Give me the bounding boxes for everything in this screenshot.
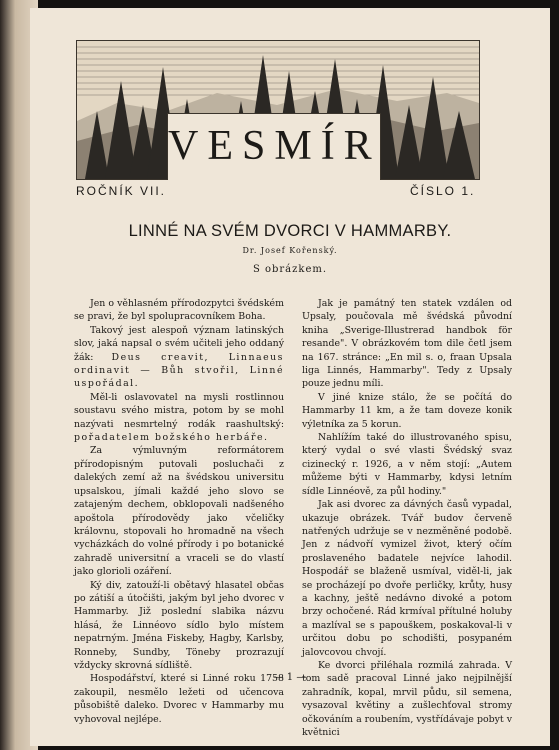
- article-subtitle: S obrázkem.: [252, 264, 328, 275]
- paragraph: Ke dvorci přiléhala rozmilá zahrada. V tom sadě pracoval Linné jako nejpilnější zahradník, kopal, mrvil půdu, sil semena, vysazoval květiny a zušlechťoval stromy očkováním a roubením, vystřídávaje pobyt v květnici: [302, 659, 512, 738]
- epithet: pořadatelem božského herbáře.: [74, 432, 269, 444]
- article-headline: LINNÉ NA SVÉM DVORCI V HAMMARBY.: [128, 222, 452, 240]
- article-author: Dr. Josef Kořenský.: [242, 246, 338, 255]
- journal-title: VESMÍR: [168, 123, 381, 169]
- paragraph-text: Měl-li oslavovatel na mysli rostlinnou soustavu svého mistra, potom by se mohl nazývati nesmrtelný rodák raashultský:: [74, 391, 284, 430]
- paragraph: Hospodářství, které si Linné roku 1758 zakoupil, nesmělo ležeti od učencova působiště daleko. Dvorec v Hammarby mu vyhovoval nejlépe.: [74, 673, 284, 725]
- journal-page: [30, 8, 550, 746]
- paragraph-text: Takový jest alespoň význam latinských slov, jaká napsal o svém učiteli jeho oddaný žák:: [74, 324, 284, 363]
- paragraph: Jen o věhlasném přírodozpytci švédském se pravi, že byl spolupracovníkem Boha.: [74, 298, 284, 323]
- paragraph: Jak asi dvorec za dávných časů vypadal, ukazuje obrázek. Tvář budov červeně natřených udržuje se v nezměněné podobě. Jen z nádvoří vymizel život, který očím proslaveného badatele nejvíce lahodil. Hospodář se blaženě usmíval, viděl-li, jak se procházejí po dvoře perličky, krůty, husy a kachny, ještě nedávno divoké a potom brzy ochočené. Rád krmíval přítulné holuby a mazlíval se s papouškem, poskakoval-li v určitou dobu po schodišti, posypaném jalovcovou chvojí.: [302, 499, 512, 658]
- paragraph: V jiné knize stálo, že se počítá do Hammarby 11 km, a že tam doveze konik výletníka za 5 korun.: [302, 391, 512, 430]
- paragraph: Jak je památný ten statek vzdálen od Upsaly, poučovala mě švédská původní kniha „Sverige-Illustrerad handbok för resande". V obrázkovém tom dile četl jsem na 167. stránce: „En mil s. o, fraan Upsala liga Linnés, Hammarby". Tedy z Upsaly pouze jednu míli.: [302, 298, 512, 390]
- paragraph: Ký div, zatouží-li obětavý hlasatel občas po zátiší a útočišti, jakým byl jeho dvorec v Hammarby. Již poslední slabika názvu hlásá, že Linnéovo sídlo bylo místem nepatrným. Jména Fiskeby, Hagby, Karlsby, Ronneby, Sundby, Töneby prozrazují vždycky skrovná sídliště.: [74, 579, 284, 671]
- title-panel: [167, 113, 381, 180]
- paragraph: [74, 324, 284, 391]
- paragraph: Za výmluvným reformátorem přírodopisným putovali posluchači z dalekých zemí až na švédskou universitu upsalskou, jímali každé jeho slovo se zatajeným dechem, obklopovali nadšeného apoštola přírodovědy jako včeličky královnu, stopovali ho hromadně na všech vycházkách do volné přírody i po botanické zahradě universitní a vraceli se do vlastí jako glorioli ozáření.: [74, 445, 284, 578]
- paragraph: [74, 391, 284, 445]
- issue-number: ČÍSLO 1.: [410, 184, 476, 198]
- page-number: — 1 —: [273, 672, 307, 683]
- masthead-woodcut: [76, 40, 480, 180]
- volume-number: ROČNÍK VII.: [76, 184, 167, 198]
- latin-quote: Deus creavit, Linnaeus ordinavit — Bůh stvořil, Linné uspořádal.: [74, 351, 284, 390]
- left-column: [74, 297, 284, 726]
- paragraph: Nahlížím také do illustrovaného spisu, který vydal o své vlasti Švédský svaz cizinecký r. 1926, a v něm stojí: „Autem můžeme býti v Hammarby, kdysi letním sídle Linnéově, za půl hodiny.": [302, 432, 512, 497]
